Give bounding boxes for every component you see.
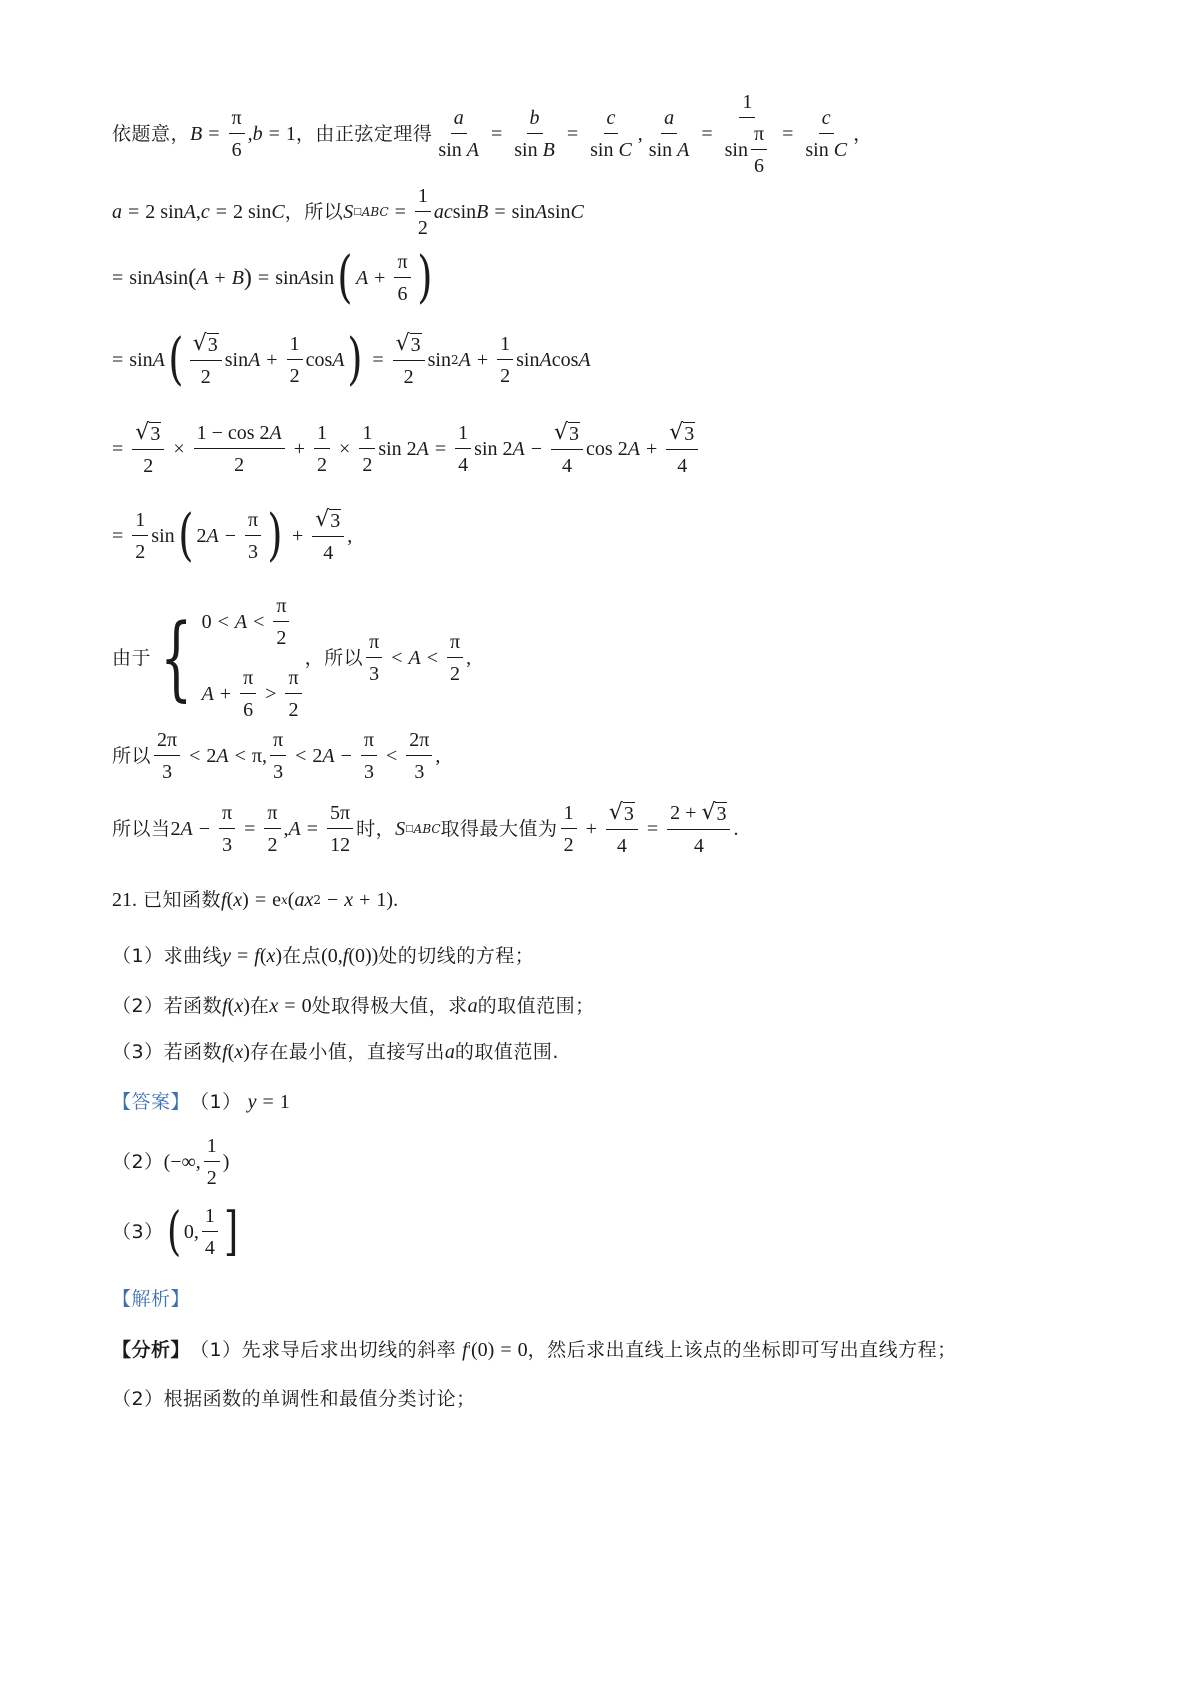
sine-law-line: 依题意， B = $\frac{\pi}{6}$ , b = 1 ，由正弦定理得 $\frac{a}{\text{sin A}}$ = $\frac{b}{\text{sin B}}$ = $\frac{c}{\text{sin C}}$ , $\frac{a}{\text{sin A}}$ = 1 sin $\frac{\pi}{6}$ = $\frac{c}{\text{sin C}}$ ， (112, 91, 873, 177)
step-line-6: = $\frac{1}{2}$ sin ( 2 A − $\frac{\pi}{3}$ ) + √ 3 4 , (112, 503, 353, 568)
analysis-part-2: （2）根据函数的单调性和最值分类讨论； (112, 1388, 476, 1410)
analysis-part-1: 【分析】 （1）先求导后求出切线的斜率 f ' (0) = 0 ，然后求出直线上该点的坐标即可写出直线方程； (112, 1338, 957, 1361)
analysis-heading (112, 1290, 190, 1309)
question-21-part-3: （3）若函数 f ( x ) 存在最小值，直接写出 a 的取值范围. (112, 1040, 559, 1063)
fenxi-label: 【分析】 (112, 1338, 191, 1361)
step-line-3: = sin A sin ( A + B ) = sin A sin ( A + $\frac{\pi}{6}$ ) (112, 245, 433, 310)
step-line-4: = sin A ( √ 3 2 sin A + $\frac{1}{2}$ cos A ) = √ 3 2 sin 2 A + $\frac{1}{2}$ sin A cos A (112, 327, 591, 392)
analysis-label: 【解析】 (112, 1288, 191, 1310)
answer-part-2: （2） (−∞, $\frac{1}{2}$ ) (112, 1135, 230, 1189)
intro-text: 依题意， (112, 122, 191, 145)
question-21-part-1: （1）求曲线 y = f ( x ) 在点 (0, f (0)) 处的切线的方程； (112, 944, 535, 967)
answer-part-1: 【答案】 （1） y = 1 (112, 1090, 290, 1113)
answer-part-3: （3） ( 0, $\frac{1}{4}$ ] (112, 1202, 239, 1262)
area-line: a = 2 sin A , c = 2 sin C ，所以 S □ ABC = $\frac{1}{2}$ ac sin B = sin A sin C (112, 185, 584, 239)
question-21-part-2: （2）若函数 f ( x ) 在 x = 0 处取得极大值，求 a 的取值范围； (112, 994, 595, 1017)
step-line-5: = √ 3 2 × $\frac{1 - \cos 2A}{2}$ + $\frac{1}{2}$ × $\frac{1}{2}$ sin 2 A = $\frac{1}{4}$ sin 2 A − √ 3 4 cos 2 A + √ 3 4 (112, 422, 701, 476)
range-2A-line: 所以 $\frac{2\pi}{3}$ < 2 A < π, $\frac{\pi}{3}$ < 2 A − $\frac{\pi}{3}$ < $\frac{2\pi}{3}$ , (112, 729, 441, 783)
max-value-line: 所以当 2 A − $\frac{\pi}{3}$ = $\frac{\pi}{2}$ , A = $\frac{5\pi}{12}$ 时， S □ ABC 取得最大值为 $\frac{1}{2}$ + √ 3 4 = 2 + √ 3 4 . (112, 800, 739, 857)
question-21-stem: 21. 已知函数 f ( x ) = e x ( ax 2 − x + 1). (112, 888, 399, 911)
answer-label: 【答案】 (112, 1090, 191, 1113)
range-system-line: 由于 { 0 < A < $\frac{\pi}{2}$ A + $\frac{\pi}{6}$ > $\frac{\pi}{2}$ ，所以 $\frac{\pi}{3}$ < A < $\frac{\pi}{2}$ , (112, 595, 472, 721)
sine-law-text: ，由正弦定理得 (295, 122, 433, 145)
